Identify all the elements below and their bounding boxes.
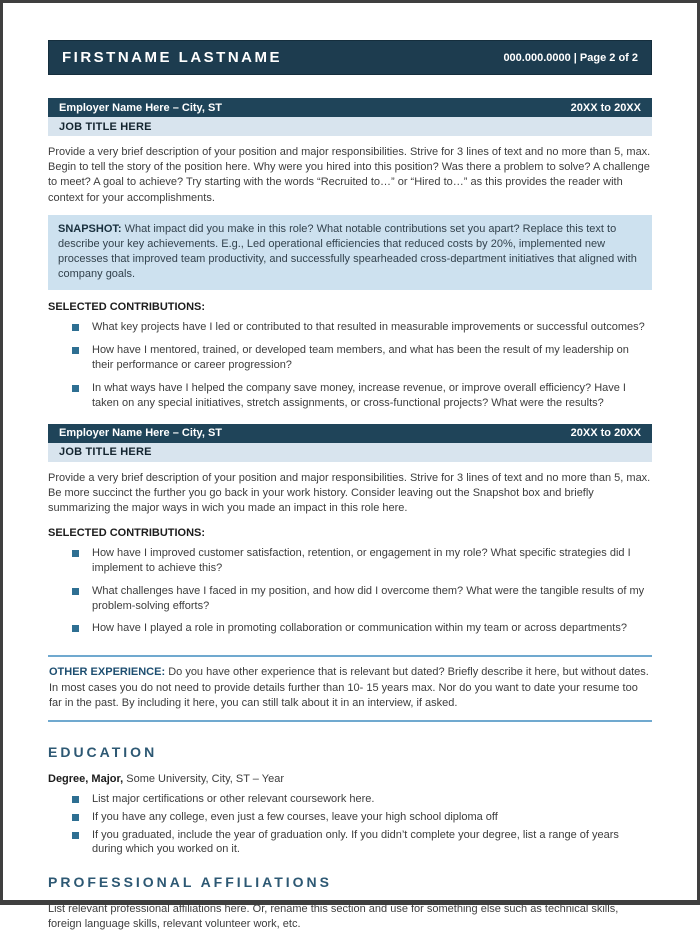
bullet-text: How have I improved customer satisfaction, retention, or engagement in my role? What specific strategies did I implement to achieve this? (92, 547, 631, 574)
bullet-text: How have I played a role in promoting collaboration or communication within my team or across departments? (92, 622, 627, 635)
job-block-1 (48, 98, 652, 411)
square-bullet-icon (72, 796, 79, 803)
list-item (72, 320, 652, 335)
bullet-text: How have I mentored, trained, or developed team members, and what has been the result of my leadership on their performance or career progression? (92, 344, 629, 372)
other-experience-section (48, 655, 652, 722)
job-description: Provide a very brief description of your position and major responsibilities. Strive for 3 lines of text and no more than 5, max. Be more succinct the further you go back in your work history. Consider leaving out the Snapshot box and briefly summarizing the major ways in wich you made an impact in this role here. (48, 471, 651, 514)
square-bullet-icon (72, 550, 79, 557)
education-list (48, 792, 652, 857)
degree-major: Degree, Major, (48, 772, 124, 785)
contributions-list (48, 320, 652, 410)
job-title: JOB TITLE HERE (59, 120, 152, 133)
employer-name: Employer Name Here – City, ST (59, 101, 223, 114)
contact-and-page-number: 000.000.0000 | Page 2 of 2 (503, 51, 638, 64)
square-bullet-icon (72, 832, 79, 839)
bullet-text: In what ways have I helped the company save money, increase revenue, or improve overall efficiency? Have I taken on any special initiatives, stretch assignments, or cross-functional projects? What were the results? (92, 381, 626, 409)
contributions-list (48, 546, 652, 636)
list-item (72, 828, 652, 858)
job-title: JOB TITLE HERE (59, 446, 152, 459)
bullet-text: What key projects have I led or contributed to that resulted in measurable improvements or successful outcomes? (92, 321, 645, 334)
list-item (72, 381, 652, 411)
degree-line (48, 773, 652, 785)
employer-name: Employer Name Here – City, ST (59, 427, 223, 440)
bullet-text: List major certifications or other relevant coursework here. (92, 792, 375, 805)
page-content (3, 3, 697, 933)
square-bullet-icon (72, 625, 79, 632)
square-bullet-icon (72, 347, 79, 354)
affiliations-heading: PROFESSIONAL AFFILIATIONS (48, 874, 332, 891)
square-bullet-icon (72, 385, 79, 392)
employment-dates: 20XX to 20XX (570, 427, 641, 440)
other-experience-text: Do you have other experience that is relevant but dated? Briefly describe it here, but without dates. In most cases you do not need to provide details further than 10- 15 years max. Nor do you want to date your resume too far in the past. By including it here, you can still talk about it in an interview, if asked. (49, 666, 649, 709)
list-item (72, 343, 652, 373)
snapshot-box (48, 215, 652, 291)
list-item (72, 810, 652, 825)
other-experience-label: OTHER EXPERIENCE: (49, 666, 166, 679)
job-description: Provide a very brief description of your position and major responsibilities. Strive for 3 lines of text and no more than 5, max. Begin to tell the story of the position here. Why were you hired into this position? Was there a problem to solve? A challenge to meet? A goal to achieve? Try starting with the words “Recruited to…” or “Hired to…” as this provides the reader with context for your accomplishments. (48, 146, 651, 204)
square-bullet-icon (72, 588, 79, 595)
list-item (72, 792, 652, 807)
list-item (72, 584, 652, 614)
employer-bar (48, 98, 652, 117)
bullet-text: If you graduated, include the year of graduation only. If you didn’t complete your degree, list a range of years during which you worked on it. (92, 828, 619, 856)
job-title-bar (48, 443, 652, 462)
person-name: FIRSTNAME LASTNAME (62, 49, 282, 66)
affiliations-text: List relevant professional affiliations here. Or, rename this section and use for something else such as technical skills, foreign language skills, relevant volunteer work, etc. (48, 903, 619, 931)
employment-dates: 20XX to 20XX (570, 101, 641, 114)
contributions-heading: SELECTED CONTRIBUTIONS: (48, 527, 206, 540)
snapshot-label: SNAPSHOT: (58, 222, 122, 235)
job-block-2 (48, 424, 652, 637)
header-bar (48, 40, 652, 75)
employer-bar (48, 424, 652, 443)
degree-institution: Some University, City, ST – Year (123, 772, 284, 785)
list-item (72, 546, 652, 576)
square-bullet-icon (72, 324, 79, 331)
list-item (72, 621, 652, 636)
square-bullet-icon (72, 814, 79, 821)
bullet-text: If you have any college, even just a few courses, leave your high school diploma off (92, 810, 498, 823)
education-heading: EDUCATION (48, 743, 158, 760)
contributions-heading: SELECTED CONTRIBUTIONS: (48, 301, 206, 314)
bullet-text: What challenges have I faced in my position, and how did I overcome them? What were the tangible results of my problem-solving efforts? (92, 584, 645, 612)
snapshot-text: What impact did you make in this role? What notable contributions set you apart? Replace this text to describe your key achievements. E.g., Led operational efficiencies that reduced costs by 20%, implemented new processes that improved team productivity, and successfully spearheaded cross-department initiatives that aligned with company goals. (58, 222, 637, 281)
job-title-bar (48, 117, 652, 136)
